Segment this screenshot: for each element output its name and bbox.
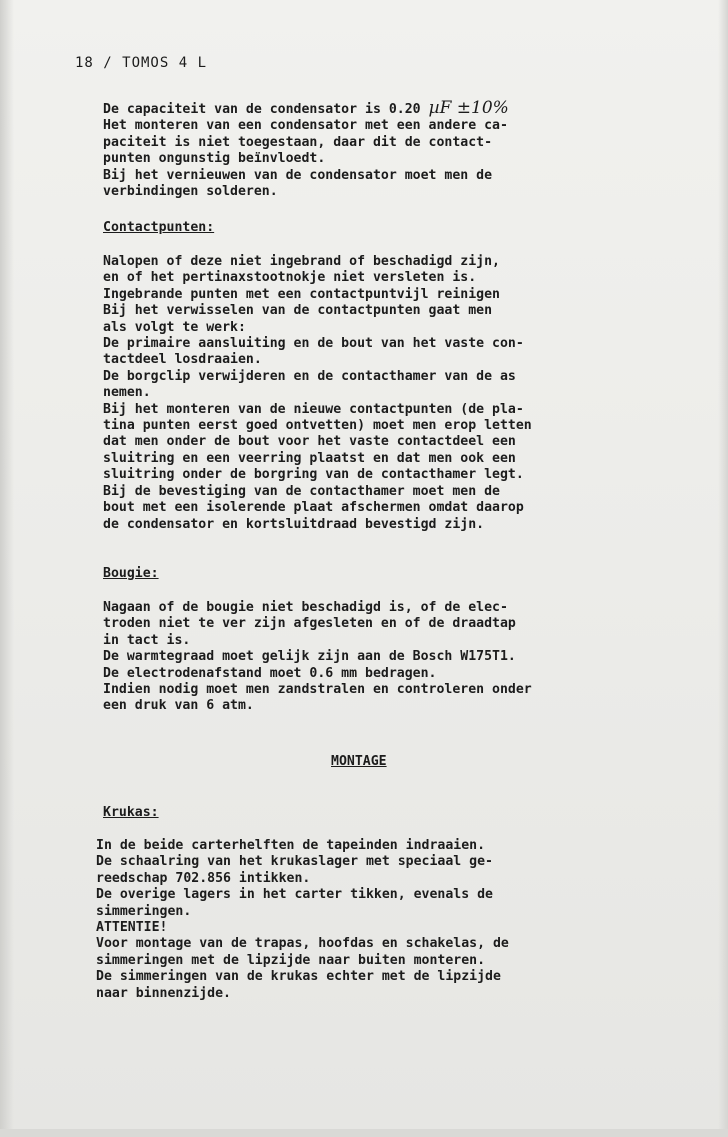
bougie-line: in tact is.	[103, 632, 191, 648]
contactpunten-line: tactdeel losdraaien.	[103, 352, 262, 368]
contactpunten-line: Bij de bevestiging van de contacthamer moet men de	[103, 483, 500, 499]
montage-section-title: MONTAGE	[331, 754, 387, 769]
contactpunten-line: Ingebrande punten met een contactpuntvijl reinigen	[103, 286, 500, 302]
handwritten-capacity-note: µF ±10%	[428, 98, 509, 118]
contactpunten-line: dat men onder de bout voor het vaste contactdeel een	[103, 434, 516, 450]
krukas-line: De schaalring van het krukaslager met speciaal ge-	[96, 854, 493, 870]
krukas-line: ATTENTIE!	[96, 920, 168, 936]
krukas-line: simmeringen met de lipzijde naar buiten monteren.	[96, 952, 486, 968]
intro-first-line	[103, 100, 663, 118]
page-left-shadow	[0, 0, 14, 1137]
intro-line: Het monteren van een condensator met een andere ca-	[103, 118, 508, 134]
page-right-shadow	[718, 0, 728, 1137]
contactpunten-line: bout met een isolerende plaat afschermen omdat daarop	[103, 500, 524, 516]
contactpunten-paragraph	[103, 254, 663, 533]
krukas-line: De overige lagers in het carter tikken, evenals de	[96, 887, 493, 903]
bougie-line: De warmtegraad moet gelijk zijn aan de Bosch W175T1.	[103, 649, 516, 665]
krukas-line: Voor montage van de trapas, hoofdas en schakelas, de	[96, 936, 509, 952]
contactpunten-line: De borgclip verwijderen en de contacthamer van de as	[103, 368, 516, 384]
bougie-paragraph	[103, 600, 663, 715]
contactpunten-line: en of het pertinaxstootnokje niet versleten is.	[103, 270, 477, 286]
bougie-line: troden niet te ver zijn afgesleten en of de draadtap	[103, 616, 516, 632]
contactpunten-heading: Contactpunten:	[103, 220, 215, 235]
bougie-line: Nagaan of de bougie niet beschadigd is, of de elec-	[103, 600, 508, 615]
contactpunten-line: Nalopen of deze niet ingebrand of beschadigd zijn,	[103, 254, 500, 269]
intro-line: verbindingen solderen.	[103, 184, 278, 200]
contactpunten-line: De primaire aansluiting en de bout van het vaste con-	[103, 336, 524, 352]
krukas-line: reedschap 702.856 intikken.	[96, 870, 311, 886]
krukas-heading: Krukas:	[103, 805, 159, 820]
krukas-paragraph	[96, 838, 656, 1002]
contactpunten-line: als volgt te werk:	[103, 319, 246, 335]
contactpunten-line: sluitring en een veerring plaatst en dat men ook een	[103, 450, 516, 466]
intro-line: Bij het vernieuwen van de condensator moet men de	[103, 167, 493, 183]
page-bottom-edge	[0, 1129, 728, 1137]
krukas-line: simmeringen.	[96, 903, 192, 919]
bougie-line: een druk van 6 atm.	[103, 698, 254, 714]
contactpunten-line: nemen.	[103, 385, 151, 401]
intro-first-line-text: De capaciteit van de condensator is 0.20	[103, 102, 429, 117]
contactpunten-line: de condensator en kortsluitdraad bevestigd zijn.	[103, 516, 485, 532]
contactpunten-line: tina punten eerst goed ontvetten) moet men erop letten	[103, 418, 532, 434]
intro-line: punten ongunstig beïnvloedt.	[103, 151, 326, 167]
bougie-line: Indien nodig moet men zandstralen en controleren onder	[103, 682, 532, 698]
contactpunten-line: Bij het monteren van de nieuwe contactpunten (de pla-	[103, 401, 524, 417]
krukas-line: In de beide carterhelften de tapeinden indraaien.	[96, 838, 486, 853]
bougie-line: De electrodenafstand moet 0.6 mm bedragen.	[103, 665, 437, 681]
intro-line: paciteit is niet toegestaan, daar dit de contact-	[103, 134, 493, 150]
bougie-heading: Bougie:	[103, 566, 159, 581]
krukas-line: naar binnenzijde.	[96, 985, 231, 1001]
krukas-line: De simmeringen van de krukas echter met de lipzijde	[96, 969, 501, 985]
contactpunten-line: Bij het verwisselen van de contactpunten gaat men	[103, 303, 493, 319]
page-header: 18 / TOMOS 4 L	[75, 55, 208, 71]
intro-paragraph	[103, 100, 663, 200]
contactpunten-line: sluitring onder de borgring van de contacthamer legt.	[103, 467, 524, 483]
